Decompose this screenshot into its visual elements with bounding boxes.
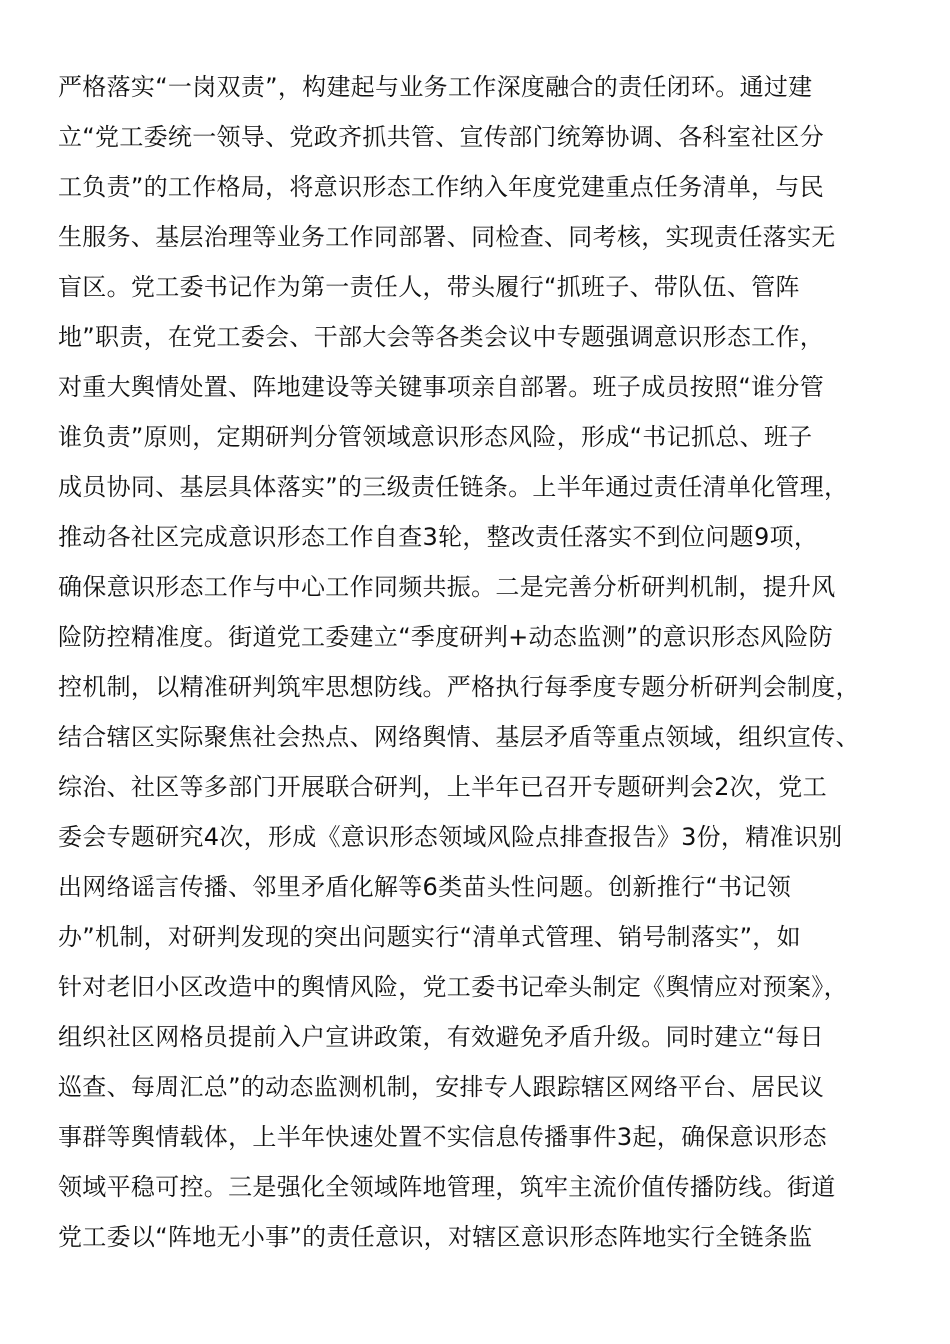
text-line-7: 对重大舆情处置、阵地建设等关键事项亲自部署。班子成员按照“谁分管 <box>58 373 825 401</box>
text-line-18: 办”机制，对研判发现的突出问题实行“清单式管理、销号制落实”，如 <box>58 923 801 951</box>
text-line-6: 地”职责，在党工委会、干部大会等各类会议中专题强调意识形态工作， <box>58 323 825 351</box>
text-line-22: 事群等舆情载体，上半年快速处置不实信息传播事件3起，确保意识形态 <box>58 1123 827 1151</box>
text-line-8: 谁负责”原则，定期研判分管领域意识形态风险，形成“书记抓总、班子 <box>58 423 813 451</box>
text-line-11: 确保意识形态工作与中心工作同频共振。二是完善分析研判机制，提升风 <box>58 573 836 601</box>
text-line-5: 盲区。党工委书记作为第一责任人，带头履行“抓班子、带队伍、管阵 <box>58 273 800 301</box>
text-line-4: 生服务、基层治理等业务工作同部署、同检查、同考核，实现责任落实无 <box>58 223 836 251</box>
text-line-1: 严格落实“一岗双责”，构建起与业务工作深度融合的责任闭环。通过建 <box>58 73 813 101</box>
text-line-19: 针对老旧小区改造中的舆情风险，党工委书记牵头制定《舆情应对预案》， <box>58 973 848 1001</box>
text-line-17: 出网络谣言传播、邻里矛盾化解等6类苗头性问题。创新推行“书记领 <box>58 873 792 901</box>
text-line-10: 推动各社区完成意识形态工作自查3轮，整改责任落实不到位问题9项， <box>58 523 819 551</box>
text-line-2: 立“党工委统一领导、党政齐抓共管、宣传部门统筹协调、各科室社区分 <box>58 123 825 151</box>
text-line-23: 领域平稳可控。三是强化全领域阵地管理，筑牢主流价值传播防线。街道 <box>58 1173 836 1201</box>
text-line-14: 结合辖区实际聚焦社会热点、网络舆情、基层矛盾等重点领域，组织宣传、 <box>58 723 860 751</box>
text-line-20: 组织社区网格员提前入户宣讲政策，有效避免矛盾升级。同时建立“每日 <box>58 1023 825 1051</box>
text-line-12: 险防控精准度。街道党工委建立“季度研判+动态监测”的意识形态风险防 <box>58 623 833 651</box>
text-line-3: 工负责”的工作格局，将意识形态工作纳入年度党建重点任务清单，与民 <box>58 173 825 201</box>
text-line-13: 控机制，以精准研判筑牢思想防线。严格执行每季度专题分析研判会制度， <box>58 673 860 701</box>
text-line-24: 党工委以“阵地无小事”的责任意识，对辖区意识形态阵地实行全链条监 <box>58 1223 813 1251</box>
text-line-15: 综治、社区等多部门开展联合研判，上半年已召开专题研判会2次，党工 <box>58 773 827 801</box>
text-line-16: 委会专题研究4次，形成《意识形态领域风险点排查报告》3份，精准识别 <box>58 823 843 851</box>
text-line-9: 成员协同、基层具体落实”的三级责任链条。上半年通过责任清单化管理， <box>58 473 849 501</box>
text-line-21: 巡查、每周汇总”的动态监测机制，安排专人跟踪辖区网络平台、居民议 <box>58 1073 825 1101</box>
